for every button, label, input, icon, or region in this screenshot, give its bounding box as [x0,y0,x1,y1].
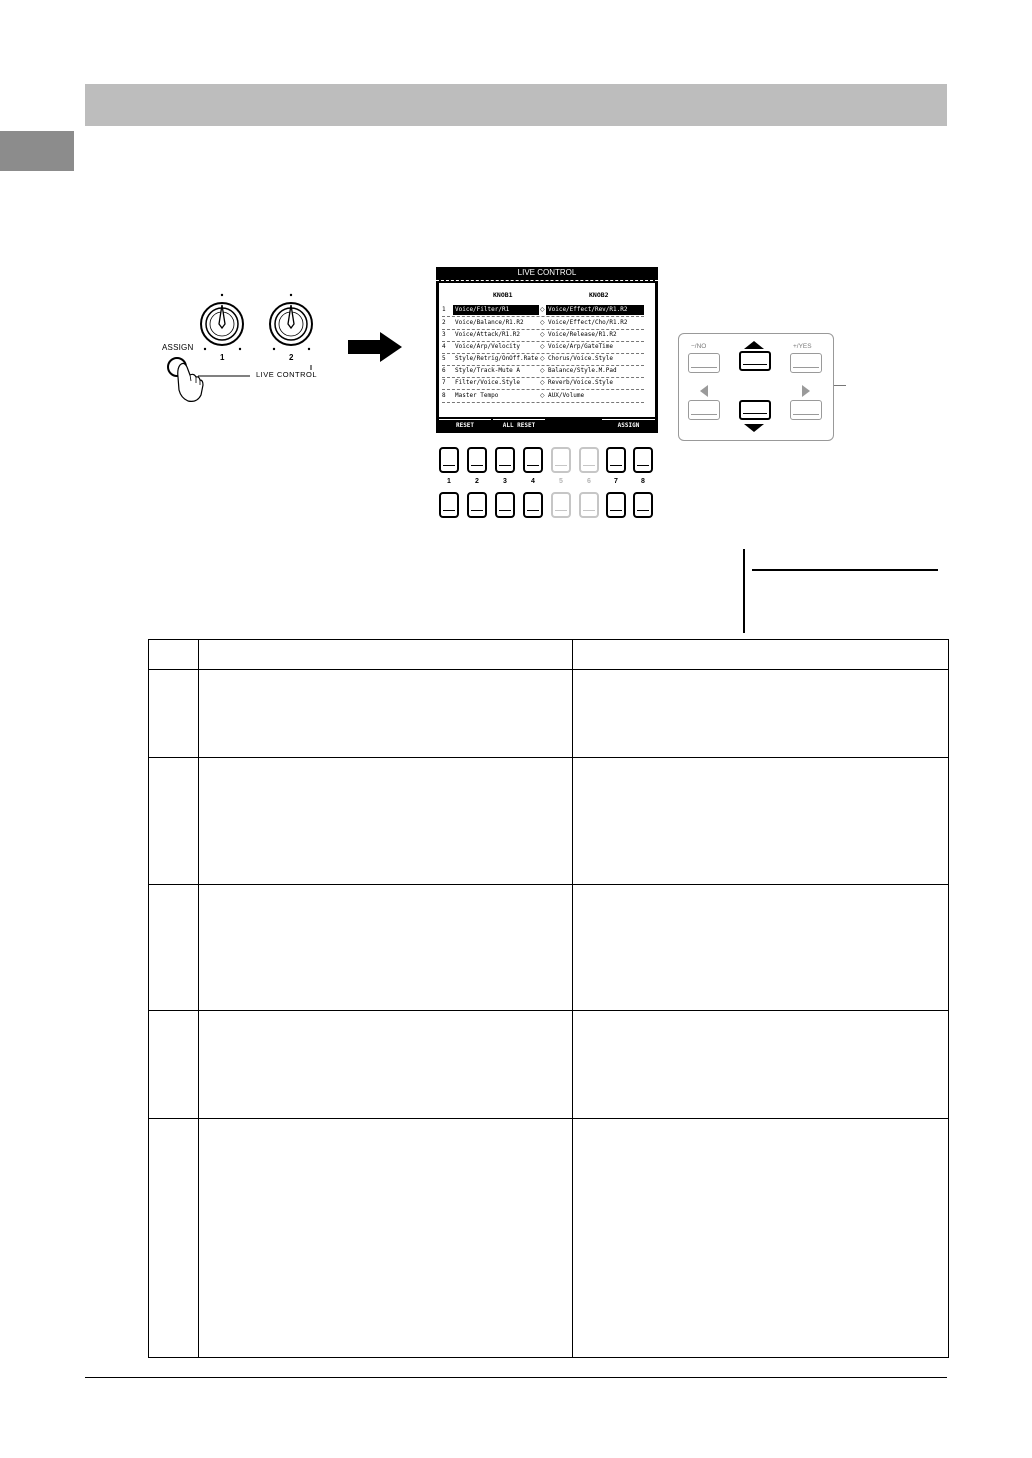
knob-2-icon [270,303,312,345]
table-header-row [149,640,949,670]
knob-1-icon [201,303,243,345]
knob1-assignment: Voice/Attack/R1.R2 [455,331,521,338]
knob2-assignment: Balance/Style.M.Pad [548,367,617,374]
row-index: 4 [442,343,446,350]
button-number-4: 4 [531,478,535,485]
yes-button-label: +/YES [793,343,812,350]
row-index: 1 [442,306,446,313]
table-cell [199,758,573,885]
lcd-row-7[interactable] [442,377,644,390]
upper-button-6[interactable] [579,447,599,473]
knob-2-label: 2 [289,353,294,362]
pressing-hand-icon [178,363,203,401]
knob1-assignment: Master Tempo [455,392,499,399]
table-row [149,1011,949,1118]
table-cell [573,670,949,758]
row-index: 8 [442,392,446,399]
upper-button-2[interactable] [467,447,487,473]
upper-button-4[interactable] [523,447,543,473]
assign-softkey[interactable]: ASSIGN [602,419,655,431]
yes-button[interactable] [790,353,822,373]
table-cell [199,670,573,758]
left-cursor-button[interactable] [688,400,720,420]
button-number-5: 5 [559,478,563,485]
row-index: 2 [442,319,446,326]
knob2-assignment: Reverb/Voice.Style [548,379,614,386]
right-cursor-button[interactable] [790,400,822,420]
no-button[interactable] [688,353,720,373]
reset-softkey[interactable]: RESET [439,419,491,431]
lower-button-4[interactable] [523,492,543,518]
button-number-2: 2 [475,478,479,485]
separator-icon: ◇ [540,344,545,350]
cursor-data-panel [678,333,834,441]
button-number-8: 8 [641,478,645,485]
lower-button-3[interactable] [495,492,515,518]
lower-button-6[interactable] [579,492,599,518]
separator-icon: ◇ [540,393,545,399]
table-cell [199,1118,573,1357]
live-control-knob-panel [150,285,340,405]
knob-1-label: 1 [220,353,225,362]
right-arrow-icon [346,330,404,364]
table-cell [573,758,949,885]
knob1-assignment: Voice/Balance/R1.R2 [455,319,524,326]
knob1-assignment: Filter/Voice.Style [455,379,521,386]
separator-icon: ◇ [540,380,545,386]
callout-leader-line [834,385,846,386]
knob2-assignment: Voice/Effect/Rev/R1.R2 [546,305,644,315]
row-index: 3 [442,331,446,338]
separator-icon: ◇ [540,368,545,374]
upper-button-5[interactable] [551,447,571,473]
right-triangle-icon [801,384,811,398]
lcd-row-1[interactable] [442,304,644,317]
separator-icon: ◇ [540,356,545,362]
live-control-label: LIVE CONTROL [253,370,320,379]
knob1-assignment: Style/Retrig/OnOff.Rate [455,355,539,362]
upper-button-1[interactable] [439,447,459,473]
table-cell [149,885,199,1011]
table-row [149,885,949,1011]
knob2-assignment: Voice/Effect/Cho/R1.R2 [548,319,628,326]
lower-button-2[interactable] [467,492,487,518]
lower-button-5[interactable] [551,492,571,518]
table-cell [149,640,199,670]
button-number-3: 3 [503,478,507,485]
note-margin-line [743,549,745,633]
up-triangle-icon [743,340,765,350]
row-index: 6 [442,367,446,374]
row-index: 7 [442,379,446,386]
knob1-assignment: Voice/Filter/R1 [453,305,539,315]
table-cell [573,1118,949,1357]
knob2-assignment: Voice/Arp/GateTime [548,343,614,350]
lcd-assignment-list [439,283,655,417]
lcd-title: LIVE CONTROL [436,267,658,281]
upper-button-7[interactable] [606,447,626,473]
up-cursor-button[interactable] [739,351,771,371]
table-cell [199,1011,573,1118]
lower-button-7[interactable] [606,492,626,518]
table-row [149,670,949,758]
table-cell [149,758,199,885]
footer-rule [85,1377,947,1378]
upper-button-8[interactable] [633,447,653,473]
lower-button-1[interactable] [439,492,459,518]
assign-button-label: ASSIGN [162,343,194,352]
knob2-assignment: AUX/Volume [548,392,585,399]
note-heading-rule [752,569,938,571]
table-row [149,758,949,885]
table-cell [573,1011,949,1118]
down-triangle-icon [743,423,765,433]
table-row [149,1118,949,1357]
separator-icon: ◇ [540,332,545,338]
section-header-bar [85,84,947,126]
table-cell [149,670,199,758]
row-index: 5 [442,355,446,362]
knob1-assignment: Voice/Arp/Velocity [455,343,521,350]
button-number-7: 7 [614,478,618,485]
table-cell [199,885,573,1011]
knob1-assignment: Style/Track-Mute A [455,367,521,374]
table-cell [149,1011,199,1118]
knob1-column-header: KNOB1 [493,291,513,299]
no-button-label: −/NO [691,343,707,350]
table-cell [573,885,949,1011]
knob2-assignment: Chorus/Voice.Style [548,355,614,362]
button-number-6: 6 [587,478,591,485]
all-reset-softkey[interactable]: ALL RESET [493,419,545,431]
assignment-table [148,639,949,1358]
table-cell [199,640,573,670]
knob2-column-header: KNOB2 [589,291,609,299]
button-number-1: 1 [447,478,451,485]
lower-button-8[interactable] [633,492,653,518]
down-cursor-button[interactable] [739,400,771,420]
knob2-assignment: Voice/Release/R1.R2 [548,331,617,338]
lcd-row-8[interactable] [442,390,644,403]
left-triangle-icon [699,384,709,398]
separator-icon: ◇ [540,307,545,313]
separator-icon: ◇ [540,320,545,326]
chapter-side-tab [0,131,74,171]
live-control-display [436,267,658,433]
table-cell [573,640,949,670]
upper-button-3[interactable] [495,447,515,473]
table-cell [149,1118,199,1357]
